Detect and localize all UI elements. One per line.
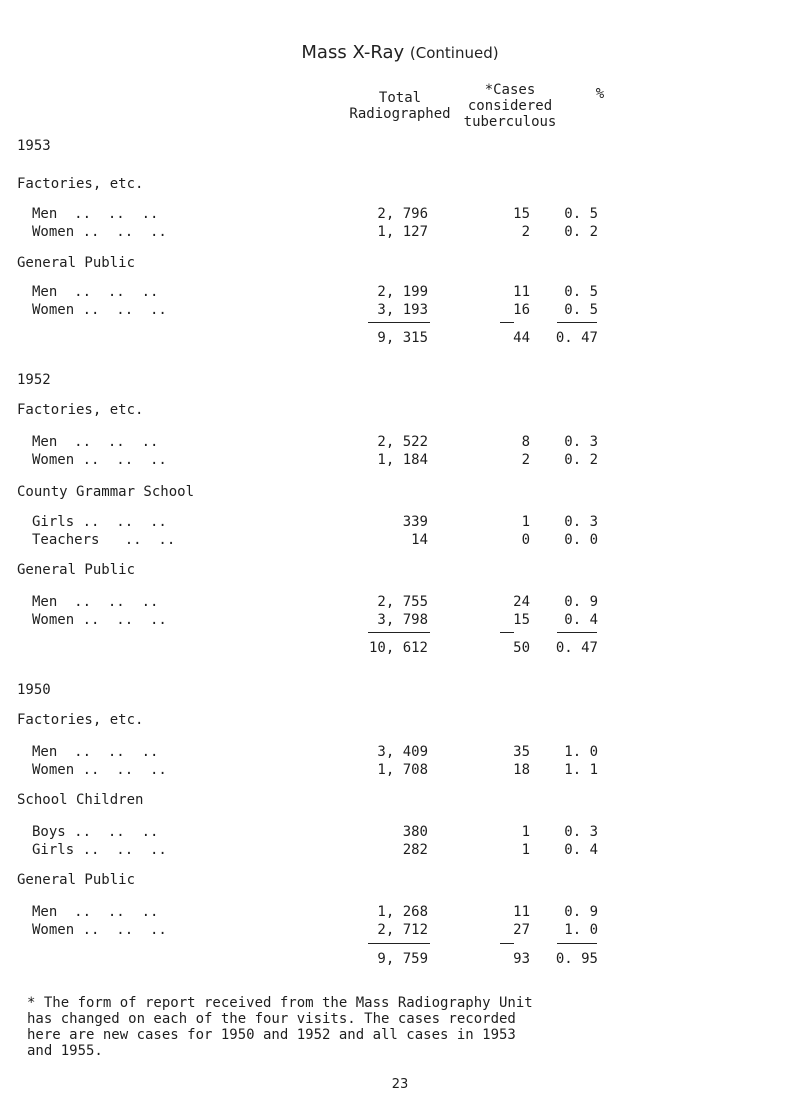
table-row: Men .. .. .. 2, 522 8 0. 3 xyxy=(32,434,598,450)
title-sub: (Continued) xyxy=(409,44,499,62)
header-percent: % xyxy=(595,86,605,102)
table-row: Women .. .. .. 1, 184 2 0. 2 xyxy=(32,452,598,468)
total-rule xyxy=(557,943,597,944)
table-row: Women .. .. .. 3, 798 15 0. 4 xyxy=(32,612,598,628)
table-row: Women .. .. .. 1, 127 2 0. 2 xyxy=(32,224,598,240)
page-title xyxy=(0,42,800,63)
group-heading: School Children xyxy=(17,792,144,808)
table-row: Men .. .. .. 2, 199 11 0. 5 xyxy=(32,284,598,300)
total-rule xyxy=(368,322,430,323)
group-heading: General Public xyxy=(17,255,136,271)
total-rule xyxy=(500,322,514,323)
table-row: Men .. .. .. 2, 796 15 0. 5 xyxy=(32,206,598,222)
group-heading: County Grammar School xyxy=(17,484,195,500)
table-row: Teachers .. .. 14 0 0. 0 xyxy=(32,532,598,548)
year-heading-1950: 1950 xyxy=(17,682,51,698)
year-heading-1953: 1953 xyxy=(17,138,51,154)
page-number: 23 xyxy=(391,1077,409,1092)
footnote: * The form of report received from the Mass Radiography Unit has changed on each of the four visits. The cases recorded here are new cases for 1950 and 1952 and all cases in 1953 and 1955. xyxy=(27,995,533,1059)
total-rule xyxy=(368,943,430,944)
table-row: Girls .. .. .. 282 1 0. 4 xyxy=(32,842,598,858)
table-row: Men .. .. .. 2, 755 24 0. 9 xyxy=(32,594,598,610)
group-heading: Factories, etc. xyxy=(17,176,144,192)
table-row: Girls .. .. .. 339 1 0. 3 xyxy=(32,514,598,530)
table-row: Women .. .. .. 1, 708 18 1. 1 xyxy=(32,762,598,778)
total-rule xyxy=(368,632,430,633)
group-heading: General Public xyxy=(17,562,136,578)
header-cases-tuberculous: *Cases considered tuberculous xyxy=(463,82,557,130)
table-row: Men .. .. .. 3, 409 35 1. 0 xyxy=(32,744,598,760)
group-heading: Factories, etc. xyxy=(17,402,144,418)
year-heading-1952: 1952 xyxy=(17,372,51,388)
total-rule xyxy=(500,632,514,633)
table-row: Men .. .. .. 1, 268 11 0. 9 xyxy=(32,904,598,920)
title-main: Mass X-Ray xyxy=(301,42,405,63)
table-row: Women .. .. .. 2, 712 27 1. 0 xyxy=(32,922,598,938)
table-row: Boys .. .. .. 380 1 0. 3 xyxy=(32,824,598,840)
table-row: Women .. .. .. 3, 193 16 0. 5 xyxy=(32,302,598,318)
total-rule xyxy=(557,322,597,323)
total-rule xyxy=(557,632,597,633)
header-total-radiographed: Total Radiographed xyxy=(349,90,451,122)
group-heading: Factories, etc. xyxy=(17,712,144,728)
group-heading: General Public xyxy=(17,872,136,888)
total-rule xyxy=(500,943,514,944)
